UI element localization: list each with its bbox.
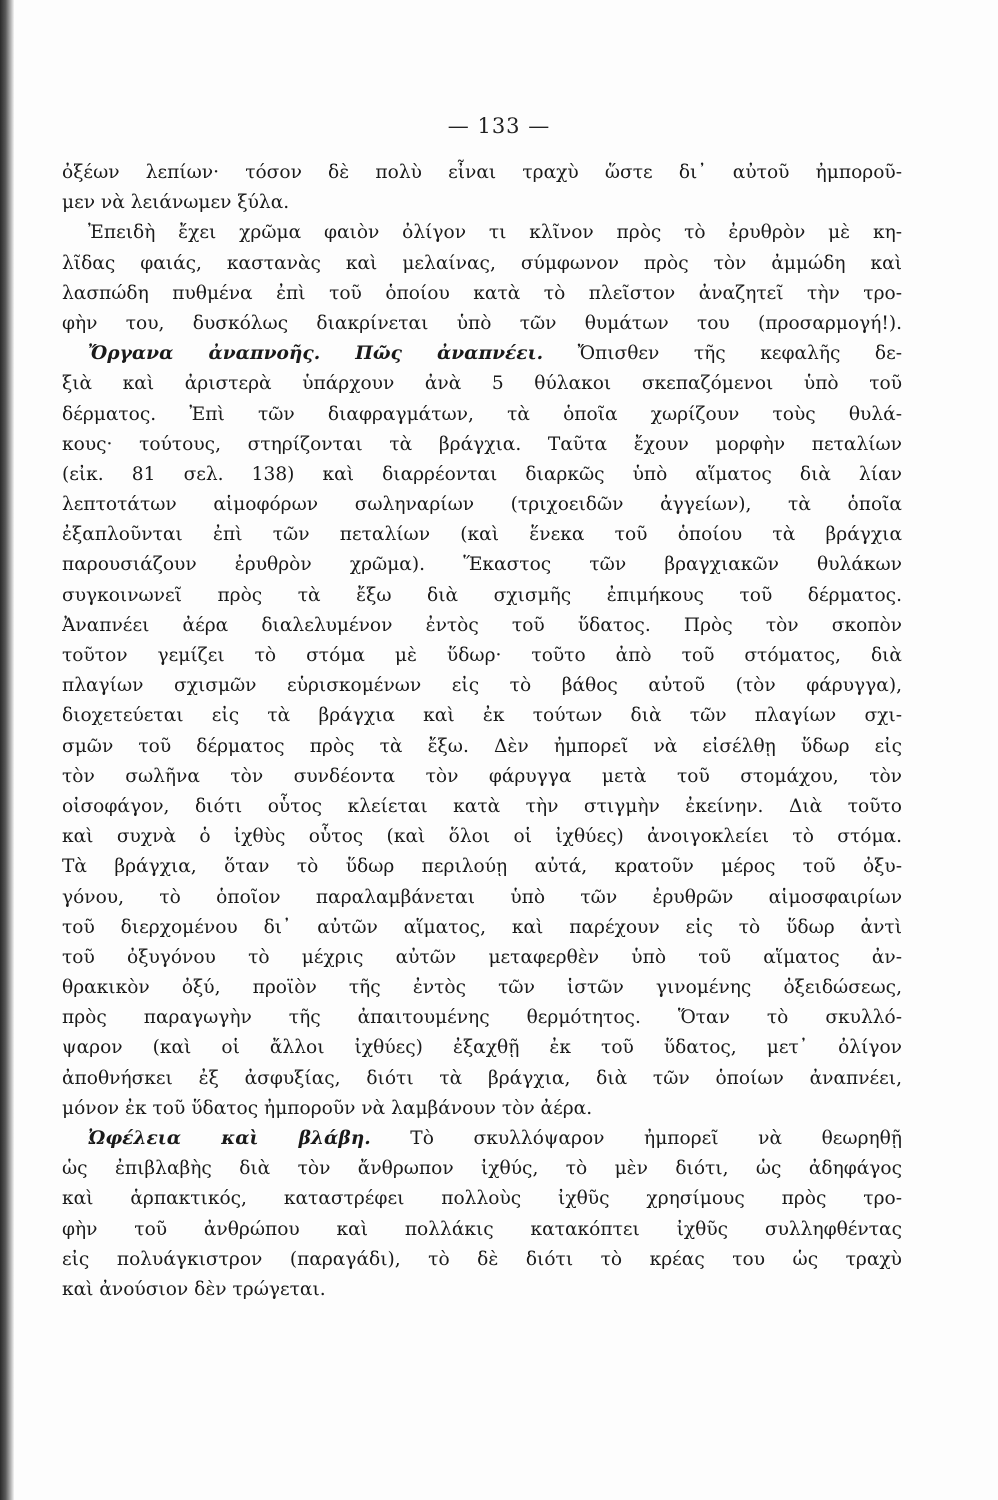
text-line: Ἀναπνέει ἀέρα διαλελυμένον ἐντὸς τοῦ ὕδατος. Πρὸς τὸν σκοπὸν (62, 614, 902, 636)
text-line: τοῦ ὀξυγόνου τὸ μέχρις αὐτῶν μεταφερθὲν ὑπὸ τοῦ αἵματος ἀν- (62, 946, 902, 968)
text-line (62, 1124, 902, 1154)
text-line: Τὰ βράγχια, ὅταν τὸ ὕδωρ περιλούῃ αὐτά, κρατοῦν μέρος τοῦ ὀξυ- (62, 856, 902, 878)
text-line: ὀξέων λεπίων· τόσον δὲ πολὺ εἶναι τραχὺ ὥστε δι᾽ αὐτοῦ ἠμποροῦ- (62, 162, 902, 183)
text-line: καὶ ἁρπακτικός, καταστρέφει πολλοὺς ἰχθῦς χρησίμους πρὸς τρο- (62, 1188, 902, 1210)
text-line: ξιὰ καὶ ἀριστερὰ ὑπάρχουν ἀνὰ 5 θύλακοι σκεπαζόμενοι ὑπὸ τοῦ (62, 373, 902, 395)
text-line: καὶ συχνὰ ὁ ἰχθὺς οὗτος (καὶ ὅλοι οἱ ἰχθύες) ἀνοιγοκλείει τὸ στόμα. (62, 826, 902, 848)
text-line: Ἐπειδὴ ἔχει χρῶμα φαιὸν ὀλίγον τι κλῖνον πρὸς τὸ ἐρυθρὸν μὲ κη- (88, 222, 902, 244)
text-line: συγκοινωνεῖ πρὸς τὰ ἔξω διὰ σχισμῆς ἐπιμήκους τοῦ δέρματος. (62, 584, 902, 606)
text-line: εἰς πολυάγκιστρον (παραγάδι), τὸ δὲ διότι τὸ κρέας του ὡς τραχὺ (62, 1248, 902, 1270)
text-line: τοῦτον γεμίζει τὸ στόμα μὲ ὕδωρ· τοῦτο ἀπὸ τοῦ στόματος, διὰ (62, 645, 902, 666)
text-line: ἀποθνήσκει ἐξ ἀσφυξίας, διότι τὰ βράγχια, διὰ τῶν ὁποίων ἀναπνέει, (62, 1067, 902, 1089)
text-line: θρακικὸν ὀξύ, προϊὸν τῆς ἐντὸς τῶν ἱστῶν γινομένης ὀξειδώσεως, (62, 977, 902, 999)
section-heading: Ὠφέλεια καὶ βλάβη. (88, 1128, 371, 1149)
text-line: σμῶν τοῦ δέρματος πρὸς τὰ ἔξω. Δὲν ἠμπορεῖ νὰ εἰσέλθῃ ὕδωρ εἰς (62, 735, 902, 757)
text-line: πρὸς παραγωγὴν τῆς ἀπαιτουμένης θερμότητος. Ὅταν τὸ σκυλλό- (62, 1007, 902, 1029)
text-line: φὴν του, δυσκόλως διακρίνεται ὑπὸ τῶν θυμάτων του (προσαρμογή!). (62, 312, 902, 334)
body-text (62, 158, 902, 1305)
text-line: πλαγίων σχισμῶν εὑρισκομένων εἰς τὸ βάθος αὐτοῦ (τὸν φάρυγγα), (62, 675, 902, 697)
text-run: Ὄπισθεν τῆς κεφαλῆς δε- (543, 343, 902, 365)
text-line: παρουσιάζουν ἐρυθρὸν χρῶμα). Ἕκαστος τῶν βραγχιακῶν θυλάκων (62, 554, 902, 576)
text-line: καὶ ἀνούσιον δὲν τρώγεται. (62, 1278, 326, 1300)
text-run: Τὸ σκυλλόψαρον ἠμπορεῖ νὰ θεωρηθῇ (370, 1128, 902, 1149)
section-heading: Ὄργανα ἀναπνοῆς. Πῶς ἀναπνέει. (88, 343, 544, 365)
text-line: μόνον ἐκ τοῦ ὕδατος ἠμποροῦν νὰ λαμβάνουν τὸν ἀέρα. (62, 1097, 593, 1119)
text-line: ἐξαπλοῦνται ἐπὶ τῶν πεταλίων (καὶ ἕνεκα τοῦ ὁποίου τὰ βράγχια (62, 524, 902, 546)
text-line: γόνου, τὸ ὁποῖον παραλαμβάνεται ὑπὸ τῶν ἐρυθρῶν αἱμοσφαιρίων (62, 886, 902, 908)
text-line: διοχετεύεται εἰς τὰ βράγχια καὶ ἐκ τούτων διὰ τῶν πλαγίων σχι- (62, 705, 902, 727)
text-line: λασπώδη πυθμένα ἐπὶ τοῦ ὁποίου κατὰ τὸ πλεῖστον ἀναζητεῖ τὴν τρο- (62, 282, 902, 304)
text-line: ψαρον (καὶ οἱ ἄλλοι ἰχθύες) ἐξαχθῇ ἐκ τοῦ ὕδατος, μετ᾽ ὀλίγον (62, 1037, 902, 1059)
page-number: — 133 — (447, 114, 551, 138)
text-line: (εἰκ. 81 σελ. 138) καὶ διαρρέονται διαρκῶς ὑπὸ αἵματος διὰ λίαν (62, 463, 902, 485)
text-line: λῖδας φαιάς, καστανὰς καὶ μελαίνας, σύμφωνον πρὸς τὸν ἀμμώδη καὶ (62, 252, 902, 274)
book-spine-shadow (0, 0, 14, 1500)
text-line: λεπτοτάτων αἱμοφόρων σωληναρίων (τριχοειδῶν ἀγγείων), τὰ ὁποῖα (62, 494, 902, 516)
text-line: τοῦ διερχομένου δι᾽ αὐτῶν αἵματος, καὶ παρέχουν εἰς τὸ ὕδωρ ἀντὶ (62, 916, 902, 938)
text-line: κους· τούτους, στηρίζονται τὰ βράγχια. Ταῦτα ἔχουν μορφὴν πεταλίων (62, 433, 902, 455)
text-line: τὸν σωλῆνα τὸν συνδέοντα τὸν φάρυγγα μετὰ τοῦ στομάχου, τὸν (62, 765, 902, 787)
text-line: μεν νὰ λειάνωμεν ξύλα. (62, 192, 290, 214)
text-line: φὴν τοῦ ἀνθρώπου καὶ πολλάκις κατακόπτει ἰχθῦς συλληφθέντας (62, 1218, 902, 1240)
text-line: δέρματος. Ἐπὶ τῶν διαφραγμάτων, τὰ ὁποῖα χωρίζουν τοὺς θυλά- (62, 403, 902, 425)
text-line: οἰσοφάγον, διότι οὗτος κλείεται κατὰ τὴν στιγμὴν ἐκείνην. Διὰ τοῦτο (62, 795, 902, 817)
text-line: ὡς ἐπιβλαβὴς διὰ τὸν ἄνθρωπον ἰχθύς, τὸ μὲν διότι, ὡς ἀδηφάγος (62, 1158, 902, 1180)
text-line (62, 339, 902, 369)
